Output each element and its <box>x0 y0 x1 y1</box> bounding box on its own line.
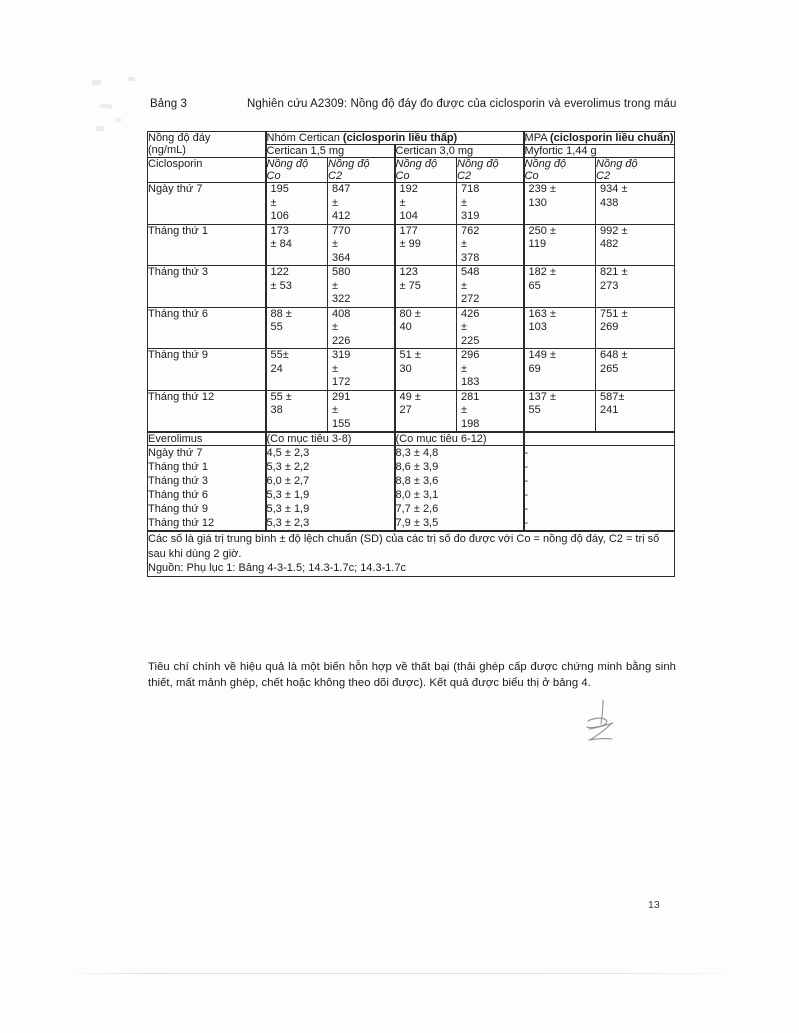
cell-mpa-c2-3-line-1: 751 ± <box>600 307 628 320</box>
subheader-c30-c2-l1: Nồng độ <box>457 158 499 170</box>
header-cell-certican-group <box>266 132 524 145</box>
cell-c30-co-2-line-1: 123 <box>399 266 418 278</box>
subheader-c15-co-l2: Co <box>266 170 281 182</box>
subheader-c15-c2-l1: Nồng độ <box>328 158 370 170</box>
everolimus-low-5: 5,3 ± 2,3 <box>266 516 395 531</box>
cell-c30-c2-2-line-1: 548 <box>461 266 480 278</box>
cell-mpa-c2-1-line-1: 992 ± <box>600 224 628 237</box>
cell-c15-c2-3-line-3: 226 <box>332 334 351 347</box>
table-container <box>147 131 674 577</box>
cell-mpa-co-1 <box>524 224 596 266</box>
cell-mpa-co-0-line-1: 239 ± <box>528 183 556 195</box>
table-row <box>148 474 675 488</box>
cell-mpa-c2-1 <box>596 224 675 266</box>
everolimus-rows-body <box>148 446 675 532</box>
everolimus-mpa-0: - <box>524 446 675 461</box>
page-number: 13 <box>648 899 660 911</box>
everolimus-high-1: 8,6 ± 3,9 <box>395 460 524 474</box>
cell-c15-co-3-line-2: 55 <box>270 321 283 333</box>
cell-c15-c2-4 <box>328 349 395 391</box>
ciclosporin-rows-body <box>148 183 675 433</box>
everolimus-row-label-2: Tháng thứ 3 <box>148 474 266 488</box>
cell-c15-c2-2 <box>328 266 395 308</box>
subheader-mpa-c2 <box>596 158 675 183</box>
table-caption <box>150 97 680 111</box>
cell-c15-c2-0-line-2: ± <box>332 196 339 209</box>
cell-c15-co-0-line-3: 106 <box>270 210 289 222</box>
cell-mpa-co-4-line-1: 149 ± <box>528 349 556 361</box>
table-row <box>148 183 675 225</box>
cell-c30-c2-1-line-1: 762 <box>461 224 480 237</box>
cell-c30-co-0-line-2: ± <box>399 196 406 209</box>
cell-c30-co-4-line-2: 30 <box>399 362 412 375</box>
cell-mpa-co-2-line-1: 182 ± <box>528 266 556 278</box>
cell-c15-c2-0-line-1: 847 <box>332 183 351 195</box>
everolimus-row-label-3: Tháng thứ 6 <box>148 488 266 502</box>
row-label-3: Tháng thứ 6 <box>148 307 266 349</box>
cell-c15-co-5-line-1: 55 ± <box>270 390 292 403</box>
certican-group-bold: (ciclosporin liều thấp) <box>342 132 458 144</box>
everolimus-body <box>148 432 675 446</box>
body-paragraph: Tiêu chí chính về hiệu quả là một biến hỗn hợp về thất bại (thải ghép cấp được chứng minh bằng sinh thiết, mất mảnh ghép, chết hoặc không theo dõi được). Kết quả được biểu thị ở bảng 4. <box>148 661 676 689</box>
everolimus-low-1: 5,3 ± 2,2 <box>266 460 395 474</box>
cell-mpa-co-4 <box>524 349 596 391</box>
cell-c30-co-0-line-3: 104 <box>399 210 418 222</box>
cell-mpa-c2-2-line-1: 821 ± <box>600 266 628 278</box>
cell-mpa-c2-4-line-1: 648 ± <box>600 349 628 361</box>
cell-c30-c2-3-line-1: 426 <box>461 307 480 320</box>
everolimus-high-0: 8,3 ± 4,8 <box>395 446 524 461</box>
cell-c30-co-3-line-2: 40 <box>399 321 412 333</box>
cell-mpa-c2-4 <box>596 349 675 391</box>
subheader-c15-c2 <box>328 158 395 183</box>
cell-c30-co-5-line-2: 27 <box>399 404 412 416</box>
cell-c15-c2-4-line-1: 319 <box>332 349 351 361</box>
cell-c15-co-4-line-1: 55± <box>270 349 289 361</box>
subheader-mpa-co-l2: Co <box>524 170 539 182</box>
concentration-table <box>147 131 675 577</box>
everolimus-high-4: 7,7 ± 2,6 <box>395 502 524 516</box>
cell-mpa-co-1-line-2: 119 <box>528 238 547 250</box>
header-cell-corner <box>148 132 266 158</box>
cell-c30-c2-0-line-3: 319 <box>461 210 480 222</box>
table-subheader-row <box>148 158 675 183</box>
cell-c30-c2-0-line-1: 718 <box>461 183 480 195</box>
cell-mpa-co-5-line-1: 137 ± <box>528 390 556 403</box>
everolimus-target-mpa-blank <box>524 432 675 446</box>
cell-c15-c2-1-line-2: ± <box>332 238 339 250</box>
everolimus-mpa-3: - <box>524 488 675 502</box>
mpa-group-plain: MPA <box>524 132 551 144</box>
mpa-group-bold: (ciclosporin liều chuẩn) <box>550 132 674 144</box>
cell-c30-co-1-line-1: 177 <box>399 224 418 237</box>
everolimus-row-label-0: Ngày thứ 7 <box>148 446 266 461</box>
cell-c30-c2-2-line-2: ± <box>461 279 468 292</box>
cell-c15-c2-4-line-3: 172 <box>332 376 351 388</box>
subheader-c30-co-l2: Co <box>395 170 410 182</box>
subheader-c15-co-l1: Nồng độ <box>266 158 309 170</box>
cell-c15-c2-1-line-1: 770 <box>332 224 351 237</box>
cell-mpa-co-2 <box>524 266 596 308</box>
cell-c30-c2-4-line-1: 296 <box>461 349 480 361</box>
cell-c30-c2-2-line-3: 272 <box>461 293 480 305</box>
cell-mpa-c2-4-line-2: 265 <box>600 362 619 375</box>
cell-c30-co-2 <box>395 266 457 308</box>
cell-mpa-co-3-line-1: 163 ± <box>528 307 556 320</box>
footnote-line-2: Nguồn: Phụ lục 1: Bảng 4-3-1.5; 14.3-1.7c; 14.3-1.7c <box>148 562 407 574</box>
cell-c15-co-5-line-2: 38 <box>270 404 283 416</box>
everolimus-low-4: 5,3 ± 1,9 <box>266 502 395 516</box>
subheader-c30-co-l1: Nồng độ <box>395 158 438 170</box>
scan-artifact <box>116 118 121 122</box>
cell-c15-c2-2-line-3: 322 <box>332 293 351 305</box>
section-title-everolimus: Everolimus <box>148 432 266 446</box>
cell-c30-co-3-line-1: 80 ± <box>399 307 421 320</box>
cell-c30-co-5-line-1: 49 ± <box>399 390 421 403</box>
cell-c15-co-4 <box>266 349 328 391</box>
cell-mpa-co-5-line-2: 55 <box>528 404 541 416</box>
subheader-mpa-c2-l2: C2 <box>596 170 611 182</box>
cell-c15-co-3-line-1: 88 ± <box>270 307 292 320</box>
header-cell-dose-certican-high: Certican 3,0 mg <box>395 145 524 158</box>
table-row <box>148 266 675 308</box>
cell-c30-c2-4-line-2: ± <box>461 362 468 375</box>
everolimus-row-label-1: Tháng thứ 1 <box>148 460 266 474</box>
cell-mpa-c2-5-line-2: 241 <box>600 404 619 416</box>
corner-label-line1: Nồng độ đáy <box>148 132 211 144</box>
cell-mpa-c2-2-line-2: 273 <box>600 279 619 292</box>
cell-c30-c2-0-line-2: ± <box>461 196 468 209</box>
cell-mpa-c2-3-line-2: 269 <box>600 321 619 333</box>
cell-mpa-c2-1-line-2: 482 <box>600 238 619 250</box>
everolimus-target-high: (Co mục tiêu 6-12) <box>395 432 524 446</box>
subheader-mpa-co <box>524 158 596 183</box>
cell-c15-co-4-line-2: 24 <box>270 362 283 375</box>
footnote-line-1: Các số là giá trị trung bình ± độ lệch chuẩn (SD) của các trị số đo được với Co = nồng độ đáy, C2 = trị số sau khi dùng 2 giờ. <box>148 533 660 560</box>
scan-artifact <box>96 126 104 131</box>
everolimus-target-low: (Co mục tiêu 3-8) <box>266 432 395 446</box>
everolimus-low-0: 4,5 ± 2,3 <box>266 446 395 461</box>
everolimus-row-label-4: Tháng thứ 9 <box>148 502 266 516</box>
cell-c15-c2-0-line-3: 412 <box>332 210 351 222</box>
cell-mpa-c2-0-line-2: 438 <box>600 196 619 209</box>
cell-c30-c2-3-line-3: 225 <box>461 334 480 347</box>
cell-c15-c2-5-line-1: 291 <box>332 390 351 403</box>
everolimus-low-3: 5,3 ± 1,9 <box>266 488 395 502</box>
cell-mpa-co-3-line-2: 103 <box>528 321 547 333</box>
table-footnote-row <box>148 531 675 576</box>
cell-c30-co-1-line-2: ± 99 <box>399 238 421 250</box>
row-label-5: Tháng thứ 12 <box>148 390 266 432</box>
cell-c15-co-2 <box>266 266 328 308</box>
cell-mpa-co-5 <box>524 390 596 432</box>
table-row <box>148 446 675 461</box>
cell-c15-co-0 <box>266 183 328 225</box>
cell-c30-c2-3 <box>457 307 524 349</box>
cell-mpa-c2-3 <box>596 307 675 349</box>
table-caption-text: Nghiên cứu A2309: Nồng độ đáy đo được của ciclosporin và everolimus trong máu <box>247 98 677 110</box>
cell-mpa-c2-5-line-1: 587± <box>600 390 625 403</box>
cell-c30-c2-3-line-2: ± <box>461 321 468 333</box>
everolimus-low-2: 6,0 ± 2,7 <box>266 474 395 488</box>
header-cell-dose-myfortic: Myfortic 1,44 g <box>524 145 675 158</box>
row-label-0: Ngày thứ 7 <box>148 183 266 225</box>
table-row <box>148 390 675 432</box>
row-label-4: Tháng thứ 9 <box>148 349 266 391</box>
cell-c30-c2-5-line-2: ± <box>461 404 468 416</box>
everolimus-mpa-5: - <box>524 516 675 531</box>
cell-c30-c2-0 <box>457 183 524 225</box>
row-label-2: Tháng thứ 3 <box>148 266 266 308</box>
cell-c15-co-2-line-1: 122 <box>270 266 289 278</box>
cell-c15-co-5 <box>266 390 328 432</box>
cell-c30-co-3 <box>395 307 457 349</box>
header-cell-mpa-group <box>524 132 675 145</box>
cell-c15-c2-1-line-3: 364 <box>332 251 351 264</box>
table-footnote-cell <box>148 531 675 576</box>
table-row <box>148 502 675 516</box>
cell-c30-c2-2 <box>457 266 524 308</box>
scan-artifact <box>128 77 135 81</box>
cell-c15-c2-3 <box>328 307 395 349</box>
table-row <box>148 516 675 531</box>
scan-artifact <box>100 103 112 108</box>
scan-edge-line <box>62 973 752 974</box>
subheader-c30-c2 <box>457 158 524 183</box>
subheader-mpa-co-l1: Nồng độ <box>524 158 567 170</box>
subheader-c15-co <box>266 158 328 183</box>
table-footnote-body <box>148 531 675 576</box>
cell-c30-c2-4-line-3: 183 <box>461 376 480 388</box>
subheader-c30-c2-l2: C2 <box>457 170 472 182</box>
cell-mpa-co-4-line-2: 69 <box>528 362 541 375</box>
cell-c30-c2-4 <box>457 349 524 391</box>
row-label-1: Tháng thứ 1 <box>148 224 266 266</box>
cell-c15-c2-5 <box>328 390 395 432</box>
cell-c30-c2-5-line-1: 281 <box>461 390 480 403</box>
cell-c30-c2-1-line-3: 378 <box>461 251 480 264</box>
cell-mpa-co-3 <box>524 307 596 349</box>
cell-c15-co-0-line-1: 195 <box>270 183 289 195</box>
section-title-ciclosporin: Ciclosporin <box>148 158 266 183</box>
cell-c15-co-3 <box>266 307 328 349</box>
cell-mpa-co-0-line-2: 130 <box>528 196 547 209</box>
subheader-c30-co <box>395 158 457 183</box>
cell-c30-c2-5 <box>457 390 524 432</box>
cell-c30-co-5 <box>395 390 457 432</box>
cell-mpa-c2-5 <box>596 390 675 432</box>
cell-mpa-c2-0 <box>596 183 675 225</box>
certican-group-plain: Nhóm Certican <box>266 132 343 144</box>
cell-c30-co-4 <box>395 349 457 391</box>
cell-c30-co-0 <box>395 183 457 225</box>
cell-mpa-c2-0-line-1: 934 ± <box>600 183 628 195</box>
table-row <box>148 224 675 266</box>
subheader-mpa-c2-l1: Nồng độ <box>596 158 638 170</box>
scan-artifact <box>92 79 102 85</box>
table-row <box>148 349 675 391</box>
cell-c30-c2-5-line-3: 198 <box>461 417 480 430</box>
handwritten-signature-mark <box>575 698 635 758</box>
table-caption-label: Bảng 3 <box>150 98 188 110</box>
subheader-c15-c2-l2: C2 <box>328 170 343 182</box>
cell-c15-co-0-line-2: ± <box>270 196 277 209</box>
cell-c15-c2-5-line-2: ± <box>332 404 339 416</box>
cell-c15-co-1 <box>266 224 328 266</box>
cell-c15-c2-3-line-2: ± <box>332 321 339 333</box>
everolimus-mpa-1: - <box>524 460 675 474</box>
table-row <box>148 488 675 502</box>
table-header-row-groups <box>148 132 675 145</box>
table-row <box>148 307 675 349</box>
corner-label-line2: (ng/mL) <box>148 144 186 156</box>
everolimus-high-2: 8,8 ± 3,6 <box>395 474 524 488</box>
cell-c15-co-2-line-2: ± 53 <box>270 279 292 292</box>
cell-c30-c2-1-line-2: ± <box>461 238 468 250</box>
cell-c30-co-2-line-2: ± 75 <box>399 279 421 292</box>
cell-c15-co-1-line-1: 173 <box>270 224 289 237</box>
cell-c15-c2-5-line-3: 155 <box>332 417 351 430</box>
cell-c15-c2-0 <box>328 183 395 225</box>
everolimus-row-label-5: Tháng thứ 12 <box>148 516 266 531</box>
cell-mpa-co-0 <box>524 183 596 225</box>
everolimus-high-5: 7,9 ± 3,5 <box>395 516 524 531</box>
header-cell-dose-certican-low: Certican 1,5 mg <box>266 145 395 158</box>
cell-c30-co-0-line-1: 192 <box>399 183 418 195</box>
cell-c30-c2-1 <box>457 224 524 266</box>
cell-c15-c2-2-line-1: 580 <box>332 266 351 278</box>
cell-c15-c2-4-line-2: ± <box>332 362 339 375</box>
cell-c30-co-4-line-1: 51 ± <box>399 349 421 361</box>
cell-mpa-co-2-line-2: 65 <box>528 279 541 292</box>
cell-mpa-c2-2 <box>596 266 675 308</box>
cell-c30-co-1 <box>395 224 457 266</box>
cell-c15-co-1-line-2: ± 84 <box>270 238 292 250</box>
table-row <box>148 460 675 474</box>
everolimus-header-row <box>148 432 675 446</box>
cell-c15-c2-3-line-1: 408 <box>332 307 351 320</box>
everolimus-high-3: 8,0 ± 3,1 <box>395 488 524 502</box>
everolimus-mpa-2: - <box>524 474 675 488</box>
cell-mpa-co-1-line-1: 250 ± <box>528 224 556 237</box>
everolimus-mpa-4: - <box>524 502 675 516</box>
cell-c15-c2-2-line-2: ± <box>332 279 339 292</box>
cell-c15-c2-1 <box>328 224 395 266</box>
